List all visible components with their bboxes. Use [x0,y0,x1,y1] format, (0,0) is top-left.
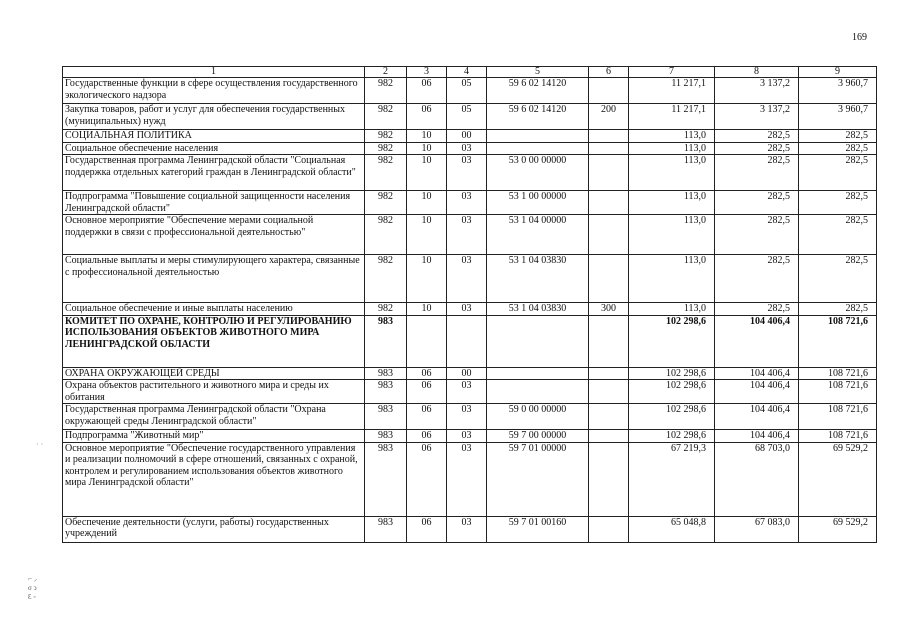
admin-code-cell: 983 [365,442,407,516]
table-row [63,78,877,104]
amount-col9-cell: 108 721,6 [799,380,877,404]
section-cell: 10 [407,215,447,255]
amount-col9-cell: 108 721,6 [799,315,877,367]
target-article-cell: 53 0 00 00000 [487,155,589,191]
subsection-cell: 03 [447,142,487,155]
admin-code-cell: 983 [365,315,407,367]
section-cell: 10 [407,255,447,303]
table-row [63,191,877,215]
amount-col7-cell: 102 298,6 [629,380,715,404]
table-row [63,367,877,380]
target-article-cell: 53 1 04 03830 [487,303,589,316]
target-article-cell: 59 7 01 00000 [487,442,589,516]
admin-code-cell: 983 [365,404,407,430]
table-row [63,442,877,516]
section-cell: 06 [407,442,447,516]
subsection-cell: 00 [447,130,487,143]
expense-type-cell: 200 [589,104,629,130]
row-name-cell: Социальные выплаты и меры стимулирующего характера, связанные с профессиональной деятельностью [63,255,365,303]
amount-col9-cell: 282,5 [799,130,877,143]
table-row [63,404,877,430]
row-name-cell: Закупка товаров, работ и услуг для обеспечения государственных (муниципальных) нужд [63,104,365,130]
column-header: 5 [487,67,589,78]
target-article-cell [487,367,589,380]
column-header: 3 [407,67,447,78]
section-cell: 06 [407,404,447,430]
target-article-cell: 59 0 00 00000 [487,404,589,430]
amount-col8-cell: 68 703,0 [715,442,799,516]
subsection-cell: 03 [447,191,487,215]
admin-code-cell: 982 [365,191,407,215]
table-row [63,255,877,303]
row-name-cell: Охрана объектов растительного и животного мира и среды их обитания [63,380,365,404]
page-number: 169 [852,32,867,43]
amount-col8-cell: 3 137,2 [715,78,799,104]
amount-col7-cell: 113,0 [629,215,715,255]
section-cell: 10 [407,155,447,191]
amount-col8-cell: 67 083,0 [715,516,799,542]
subsection-cell: 03 [447,442,487,516]
row-name-cell: Основное мероприятие "Обеспечение государственного управления и реализации полномочий в сфере отношений, связанных с охраной, контролем и регулированием использования объектов животного мира Ленинградской области" [63,442,365,516]
row-name-cell: СОЦИАЛЬНАЯ ПОЛИТИКА [63,130,365,143]
table-row [63,155,877,191]
admin-code-cell: 982 [365,78,407,104]
target-article-cell: 59 7 01 00160 [487,516,589,542]
expense-type-cell [589,78,629,104]
section-cell: 10 [407,142,447,155]
expense-type-cell [589,215,629,255]
amount-col7-cell: 11 217,1 [629,78,715,104]
row-name-cell: ОХРАНА ОКРУЖАЮЩЕЙ СРЕДЫ [63,367,365,380]
column-header: 1 [63,67,365,78]
expense-type-cell [589,380,629,404]
row-name-cell: Подпрограмма "Повышение социальной защищенности населения Ленинградской области" [63,191,365,215]
amount-col9-cell: 3 960,7 [799,78,877,104]
admin-code-cell: 982 [365,303,407,316]
target-article-cell: 53 1 04 03830 [487,255,589,303]
admin-code-cell: 982 [365,255,407,303]
subsection-cell: 03 [447,430,487,443]
table-row [63,380,877,404]
column-header: 7 [629,67,715,78]
section-cell: 10 [407,130,447,143]
admin-code-cell: 982 [365,130,407,143]
expense-type-cell [589,255,629,303]
expense-type-cell [589,155,629,191]
amount-col8-cell: 104 406,4 [715,404,799,430]
target-article-cell: 59 7 00 00000 [487,430,589,443]
amount-col8-cell: 282,5 [715,155,799,191]
section-cell: 06 [407,78,447,104]
amount-col9-cell: 69 529,2 [799,442,877,516]
row-name-cell: Социальное обеспечение населения [63,142,365,155]
admin-code-cell: 983 [365,430,407,443]
admin-code-cell: 982 [365,142,407,155]
amount-col7-cell: 113,0 [629,303,715,316]
amount-col9-cell: 108 721,6 [799,430,877,443]
section-cell: 06 [407,380,447,404]
subsection-cell: 05 [447,104,487,130]
subsection-cell [447,315,487,367]
amount-col7-cell: 102 298,6 [629,430,715,443]
table-row [63,430,877,443]
target-article-cell [487,380,589,404]
amount-col8-cell: 282,5 [715,191,799,215]
target-article-cell [487,142,589,155]
row-name-cell: Государственная программа Ленинградской области "Социальная поддержка отдельных категорий граждан в Ленинградской области" [63,155,365,191]
amount-col7-cell: 113,0 [629,155,715,191]
amount-col7-cell: 102 298,6 [629,315,715,367]
amount-col7-cell: 113,0 [629,191,715,215]
amount-col8-cell: 282,5 [715,303,799,316]
amount-col8-cell: 282,5 [715,130,799,143]
amount-col7-cell: 113,0 [629,130,715,143]
row-name-cell: Основное мероприятие "Обеспечение мерами социальной поддержки в связи с профессиональной деятельностью" [63,215,365,255]
table-row [63,215,877,255]
target-article-cell [487,315,589,367]
amount-col8-cell: 282,5 [715,142,799,155]
row-name-cell: Государственная программа Ленинградской области "Охрана окружающей среды Ленинградской области" [63,404,365,430]
subsection-cell: 03 [447,303,487,316]
header-row [63,67,877,78]
column-header: 9 [799,67,877,78]
amount-col9-cell: 282,5 [799,142,877,155]
amount-col7-cell: 113,0 [629,255,715,303]
row-name-cell: Подпрограмма "Животный мир" [63,430,365,443]
scan-artifact: · · [36,440,44,449]
amount-col8-cell: 104 406,4 [715,430,799,443]
amount-col9-cell: 282,5 [799,155,877,191]
amount-col8-cell: 3 137,2 [715,104,799,130]
table-row [63,516,877,542]
table-row [63,315,877,367]
admin-code-cell: 983 [365,380,407,404]
amount-col7-cell: 102 298,6 [629,367,715,380]
amount-col7-cell: 113,0 [629,142,715,155]
expense-type-cell [589,315,629,367]
section-cell: 10 [407,303,447,316]
amount-col8-cell: 104 406,4 [715,315,799,367]
target-article-cell: 53 1 00 00000 [487,191,589,215]
expense-type-cell [589,430,629,443]
row-name-cell: КОМИТЕТ ПО ОХРАНЕ, КОНТРОЛЮ И РЕГУЛИРОВАНИЮ ИСПОЛЬЗОВАНИЯ ОБЪЕКТОВ ЖИВОТНОГО МИРА ЛЕНИНГРАДСКОЙ ОБЛАСТИ [63,315,365,367]
amount-col8-cell: 282,5 [715,215,799,255]
amount-col8-cell: 104 406,4 [715,380,799,404]
admin-code-cell: 982 [365,104,407,130]
table-row [63,303,877,316]
amount-col7-cell: 67 219,3 [629,442,715,516]
amount-col7-cell: 11 217,1 [629,104,715,130]
expense-type-cell [589,442,629,516]
amount-col9-cell: 282,5 [799,303,877,316]
budget-table [62,66,877,543]
amount-col9-cell: 108 721,6 [799,404,877,430]
table-row [63,104,877,130]
target-article-cell [487,130,589,143]
subsection-cell: 00 [447,367,487,380]
admin-code-cell: 982 [365,155,407,191]
subsection-cell: 03 [447,155,487,191]
expense-type-cell [589,367,629,380]
subsection-cell: 03 [447,380,487,404]
amount-col9-cell: 282,5 [799,255,877,303]
admin-code-cell: 983 [365,516,407,542]
expense-type-cell [589,404,629,430]
target-article-cell: 59 6 02 14120 [487,104,589,130]
section-cell: 06 [407,104,447,130]
amount-col8-cell: 282,5 [715,255,799,303]
amount-col8-cell: 104 406,4 [715,367,799,380]
admin-code-cell: 983 [365,367,407,380]
amount-col9-cell: 69 529,2 [799,516,877,542]
target-article-cell: 59 6 02 14120 [487,78,589,104]
amount-col7-cell: 102 298,6 [629,404,715,430]
target-article-cell: 53 1 04 00000 [487,215,589,255]
subsection-cell: 03 [447,255,487,303]
column-header: 4 [447,67,487,78]
row-name-cell: Обеспечение деятельности (услуги, работы) государственных учреждений [63,516,365,542]
subsection-cell: 05 [447,78,487,104]
expense-type-cell [589,130,629,143]
table-row [63,130,877,143]
table-body [63,78,877,543]
section-cell: 10 [407,191,447,215]
amount-col9-cell: 282,5 [799,215,877,255]
amount-col9-cell: 3 960,7 [799,104,877,130]
row-name-cell: Государственные функции в сфере осуществления государственного экологического надзора [63,78,365,104]
margin-marks: ⌐ ⸝ σ ↄ Ɛ ◦ [28,575,38,601]
subsection-cell: 03 [447,516,487,542]
expense-type-cell: 300 [589,303,629,316]
section-cell [407,315,447,367]
subsection-cell: 03 [447,215,487,255]
column-header: 6 [589,67,629,78]
column-header: 8 [715,67,799,78]
subsection-cell: 03 [447,404,487,430]
expense-type-cell [589,142,629,155]
amount-col7-cell: 65 048,8 [629,516,715,542]
section-cell: 06 [407,516,447,542]
expense-type-cell [589,191,629,215]
amount-col9-cell: 282,5 [799,191,877,215]
column-header: 2 [365,67,407,78]
admin-code-cell: 982 [365,215,407,255]
section-cell: 06 [407,367,447,380]
amount-col9-cell: 108 721,6 [799,367,877,380]
table-row [63,142,877,155]
row-name-cell: Социальное обеспечение и иные выплаты населению [63,303,365,316]
expense-type-cell [589,516,629,542]
section-cell: 06 [407,430,447,443]
